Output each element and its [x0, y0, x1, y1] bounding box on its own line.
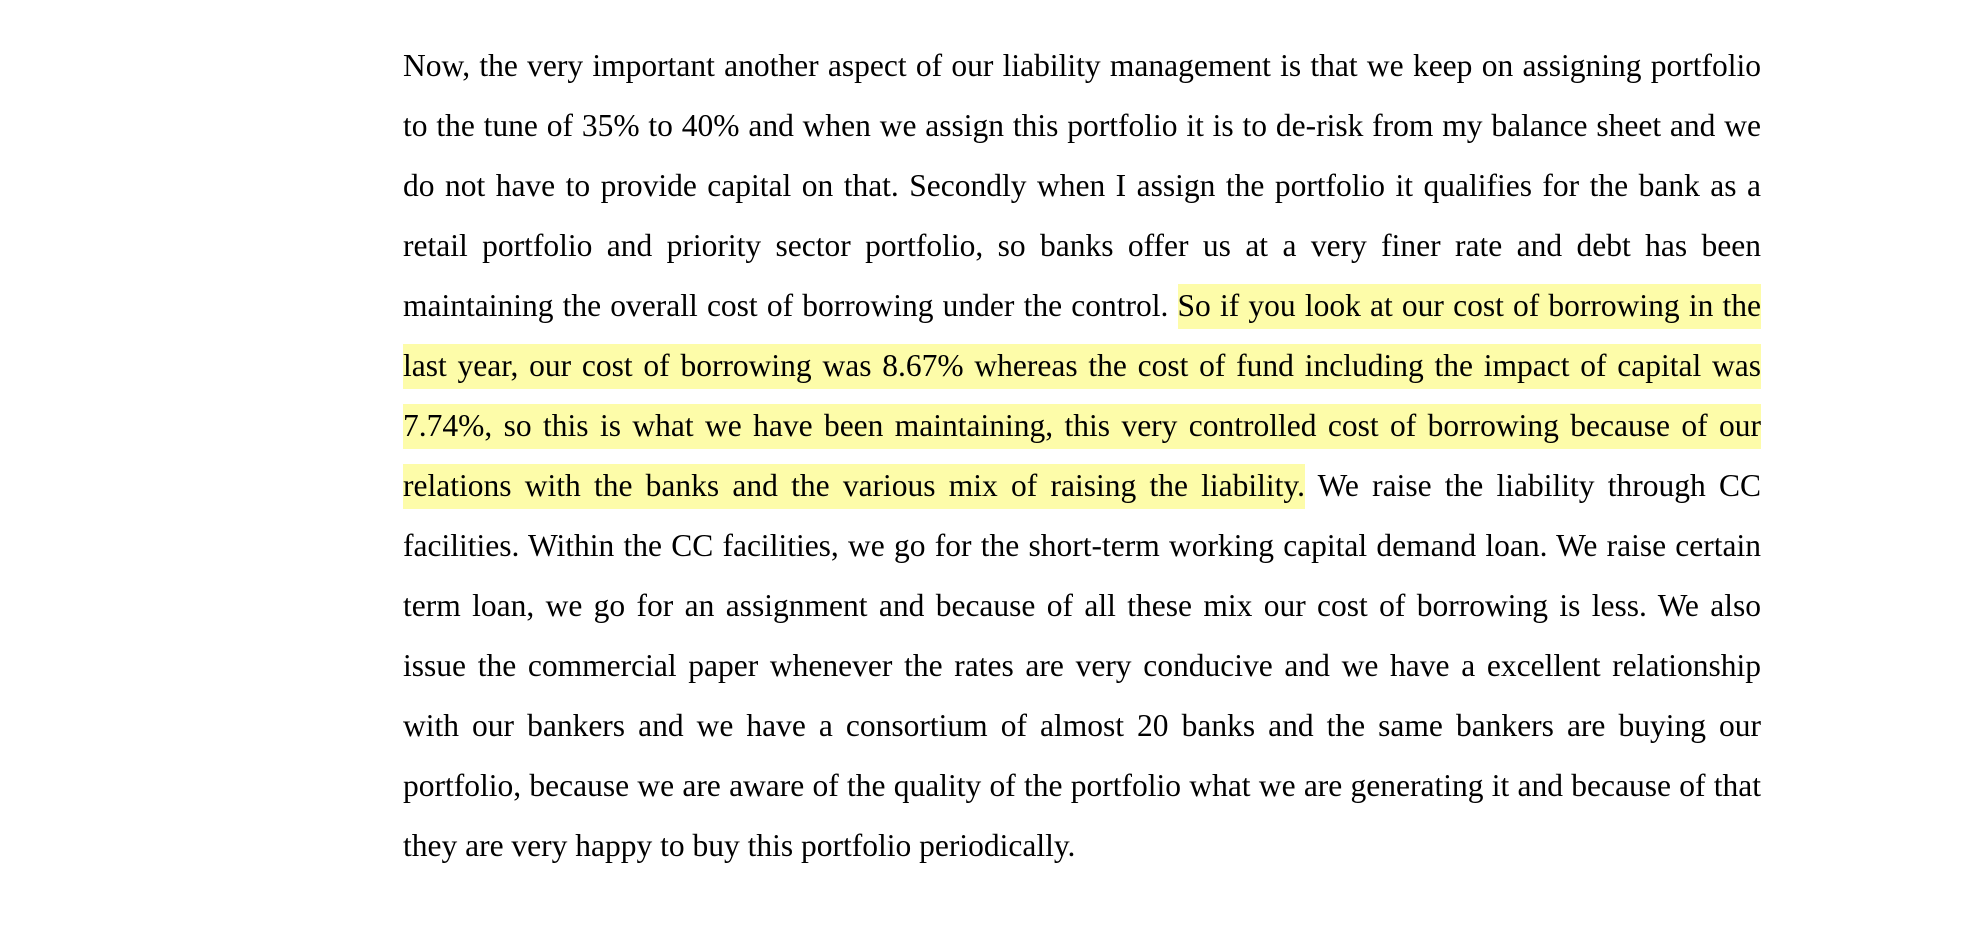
transcript-paragraph [403, 36, 1761, 876]
highlighted-text: So if you look at our cost of borrowing in the last year, our cost of borrowing was 8.67% whereas the cost of fund including the impact of capital was 7.74%, so this is what we have been maintaining, this very controlled cost of borrowing because of our relations with the banks and the various mix of raising the liability. [403, 284, 1761, 509]
paragraph-text-after-highlight: We raise the liability through CC facilities. Within the CC facilities, we go for the short-term working capital demand loan. We raise certain term loan, we go for an assignment and because of all these mix our cost of borrowing is less. We also issue the commercial paper whenever the rates are very conducive and we have a excellent relationship with our bankers and we have a consortium of almost 20 banks and the same bankers are buying our portfolio, because we are aware of the quality of the portfolio what we are generating it and because of that they are very happy to buy this portfolio periodically. [403, 468, 1761, 863]
paragraph-text-before-highlight: Now, the very important another aspect of our liability management is that we keep on assigning portfolio to the tune of 35% to 40% and when we assign this portfolio it is to de-risk from my balance sheet and we do not have to provide capital on that. Secondly when I assign the portfolio it qualifies for the bank as a retail portfolio and priority sector portfolio, so banks offer us at a very finer rate and debt has been maintaining the overall cost of borrowing under the control. [403, 48, 1761, 323]
